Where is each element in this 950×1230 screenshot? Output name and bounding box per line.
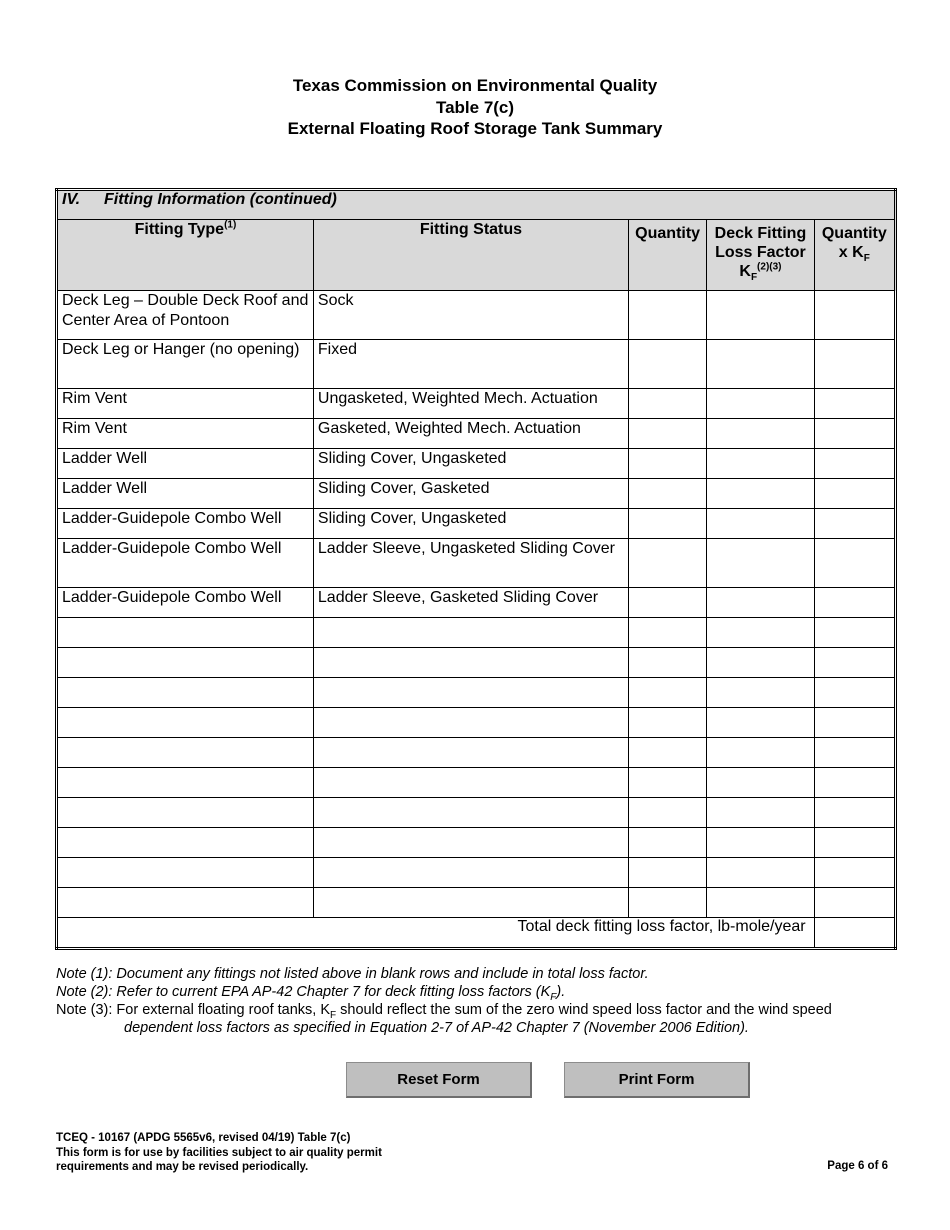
print-form-button[interactable]: Print Form [564,1062,750,1098]
loss-factor-cell[interactable] [707,738,814,768]
fitting-status-cell[interactable] [313,738,628,768]
blank-row [57,618,896,648]
note-3-continued: dependent loss factors as specified in Equation 2-7 of AP-42 Chapter 7 (November 2006 Edition). [124,1020,749,1036]
quantity-cell[interactable] [628,618,706,648]
loss-factor-sub: F [750,272,758,284]
fitting-type-cell[interactable] [57,888,314,918]
col-header-fitting-status: Fitting Status [313,220,628,291]
fitting-type-cell[interactable] [57,738,314,768]
section-heading [57,190,896,220]
form-footer [56,1131,382,1175]
quantity-cell[interactable] [628,678,706,708]
quantity-cell[interactable] [628,738,706,768]
loss-factor-cell[interactable] [707,888,814,918]
table-row [57,449,896,479]
blank-row [57,888,896,918]
qty-kf-cell[interactable] [814,858,895,888]
form-id: TCEQ - 10167 (APDG 5565v6, revised 04/19) Table 7(c) [56,1132,351,1144]
loss-factor-cell[interactable] [707,509,814,539]
qty-kf-cell[interactable] [814,798,895,828]
loss-factor-footnote: (2)(3) [757,261,782,273]
loss-factor-cell[interactable] [707,449,814,479]
section-title: Fitting Information (continued) [104,191,337,208]
quantity-cell[interactable] [628,648,706,678]
blank-row [57,648,896,678]
fitting-type-cell[interactable] [57,708,314,738]
fitting-type-cell[interactable] [57,768,314,798]
fitting-type-cell[interactable] [57,858,314,888]
note-1: Note (1): Document any fittings not listed above in blank rows and include in total loss factor. [56,966,649,982]
qty-kf-cell[interactable] [814,389,895,419]
reset-form-button[interactable]: Reset Form [346,1062,532,1098]
quantity-cell[interactable] [628,768,706,798]
note-3-sub: F [330,1009,337,1021]
quantity-cell[interactable] [628,389,706,419]
quantity-cell[interactable] [628,708,706,738]
fitting-status-cell[interactable] [313,768,628,798]
fitting-type-cell[interactable]: Ladder Well [57,449,314,479]
fitting-status-cell[interactable]: Gasketed, Weighted Mech. Actuation [313,419,628,449]
fitting-type-cell[interactable] [57,648,314,678]
loss-factor-k: K [739,263,751,280]
notes [56,965,916,1037]
total-value-cell[interactable] [814,918,895,949]
loss-factor-cell[interactable] [707,419,814,449]
quantity-cell[interactable] [628,828,706,858]
quantity-cell[interactable] [628,539,706,588]
fitting-type-cell[interactable]: Ladder-Guidepole Combo Well [57,509,314,539]
blank-row [57,798,896,828]
quantity-cell[interactable] [628,449,706,479]
loss-factor-cell[interactable] [707,798,814,828]
loss-factor-cell[interactable] [707,479,814,509]
blank-row [57,708,896,738]
quantity-cell[interactable] [628,419,706,449]
fitting-status-cell[interactable] [313,678,628,708]
fitting-status-cell[interactable] [313,828,628,858]
loss-factor-cell[interactable] [707,708,814,738]
table-row [57,340,896,389]
fitting-type-cell[interactable]: Rim Vent [57,389,314,419]
qty-kf-cell[interactable] [814,449,895,479]
total-row [57,918,896,949]
quantity-cell[interactable] [628,340,706,389]
qty-kf-cell[interactable] [814,419,895,449]
qty-kf-label-2: x K [838,244,864,261]
quantity-cell[interactable] [628,509,706,539]
fitting-status-cell[interactable] [313,888,628,918]
qty-kf-cell[interactable] [814,648,895,678]
fitting-type-cell[interactable] [57,678,314,708]
loss-factor-label-1: Deck Fitting [714,225,807,242]
fitting-status-cell[interactable] [313,648,628,678]
qty-kf-cell[interactable] [814,509,895,539]
section-heading-row [57,190,896,220]
quantity-cell[interactable] [628,479,706,509]
qty-kf-cell[interactable] [814,479,895,509]
table-row [57,539,896,588]
note-3-text: Note (3): For external floating roof tanks, K [56,1002,331,1018]
qty-kf-label-1: Quantity [821,225,887,242]
column-header-row [57,220,896,291]
fitting-status-cell[interactable]: Sliding Cover, Ungasketed [313,449,628,479]
blank-row [57,768,896,798]
col-header-loss-factor [707,220,814,291]
fitting-status-cell[interactable]: Sock [313,291,628,340]
loss-factor-cell[interactable] [707,389,814,419]
loss-factor-cell[interactable] [707,768,814,798]
fitting-information-table [55,188,897,950]
qty-kf-cell[interactable] [814,291,895,340]
blank-row [57,678,896,708]
qty-kf-cell[interactable] [814,618,895,648]
note-2-end: ). [556,984,566,1000]
footer-disclaimer-2: requirements and may be revised periodically. [56,1161,309,1173]
fitting-type-footnote: (1) [224,219,237,231]
quantity-cell[interactable] [628,888,706,918]
table-row [57,291,896,340]
fitting-type-cell[interactable] [57,828,314,858]
col-header-quantity: Quantity [628,220,706,291]
section-number: IV. [62,191,81,208]
fitting-type-label: Fitting Type [134,221,225,238]
blank-row [57,828,896,858]
qty-kf-cell[interactable] [814,678,895,708]
fitting-status-cell[interactable] [313,798,628,828]
fitting-status-cell[interactable] [313,708,628,738]
qty-kf-cell[interactable] [814,708,895,738]
loss-factor-cell[interactable] [707,828,814,858]
col-header-qty-kf [814,220,895,291]
blank-row [57,858,896,888]
table-row [57,389,896,419]
qty-kf-cell[interactable] [814,588,895,618]
fitting-status-cell[interactable]: Ladder Sleeve, Ungasketed Sliding Cover [313,539,628,588]
loss-factor-cell[interactable] [707,588,814,618]
table-row [57,479,896,509]
quantity-cell[interactable] [628,291,706,340]
qty-kf-cell[interactable] [814,340,895,389]
fitting-status-cell[interactable] [313,618,628,648]
agency-name: Texas Commission on Environmental Quality [292,76,658,95]
qty-kf-cell[interactable] [814,539,895,588]
fitting-status-cell[interactable]: Fixed [313,340,628,389]
loss-factor-cell[interactable] [707,648,814,678]
note-2-text: Note (2): Refer to current EPA AP-42 Chapter 7 for deck fitting loss factors (K [56,984,551,1000]
quantity-cell[interactable] [628,588,706,618]
fitting-type-cell[interactable] [57,798,314,828]
fitting-status-cell[interactable] [313,858,628,888]
page-number: Page 6 of 6 [827,1160,888,1172]
qty-kf-sub: F [863,253,870,265]
loss-factor-cell[interactable] [707,291,814,340]
fitting-type-cell[interactable] [57,618,314,648]
note-2-sub: F [550,991,557,1003]
form-title: External Floating Roof Storage Tank Summary [287,119,663,138]
note-2 [56,983,916,1001]
fitting-status-cell[interactable]: Ladder Sleeve, Gasketed Sliding Cover [313,588,628,618]
loss-factor-cell[interactable] [707,340,814,389]
qty-kf-cell[interactable] [814,888,895,918]
footer-disclaimer-1: This form is for use by facilities subject to air quality permit [56,1146,382,1159]
loss-factor-label-2: Loss Factor [715,244,806,261]
qty-kf-cell[interactable] [814,768,895,798]
fitting-status-cell[interactable]: Sliding Cover, Gasketed [313,479,628,509]
table-number: Table 7(c) [435,97,515,117]
loss-factor-cell[interactable] [707,618,814,648]
fitting-status-cell[interactable]: Sliding Cover, Ungasketed [313,509,628,539]
fitting-status-cell[interactable]: Ungasketed, Weighted Mech. Actuation [313,389,628,419]
fitting-table-container [55,188,897,950]
table-row [57,419,896,449]
fitting-type-cell[interactable]: Deck Leg or Hanger (no opening) [57,340,314,389]
loss-factor-cell[interactable] [707,678,814,708]
quantity-cell[interactable] [628,798,706,828]
quantity-cell[interactable] [628,858,706,888]
loss-factor-cell[interactable] [707,539,814,588]
total-label: Total deck fitting loss factor, lb-mole/year [57,918,815,949]
fitting-type-cell[interactable]: Ladder-Guidepole Combo Well [57,588,314,618]
note-3 [56,1001,916,1019]
qty-kf-cell[interactable] [814,738,895,768]
table-row [57,588,896,618]
blank-row [57,738,896,768]
qty-kf-cell[interactable] [814,828,895,858]
fitting-type-cell[interactable]: Ladder Well [57,479,314,509]
note-3-end: should reflect the sum of the zero wind speed loss factor and the wind speed [336,1002,832,1018]
loss-factor-cell[interactable] [707,858,814,888]
table-row [57,509,896,539]
col-header-fitting-type [57,220,314,291]
fitting-type-cell[interactable]: Rim Vent [57,419,314,449]
form-header [0,75,950,140]
fitting-type-cell[interactable]: Deck Leg – Double Deck Roof and Center Area of Pontoon [57,291,314,340]
fitting-type-cell[interactable]: Ladder-Guidepole Combo Well [57,539,314,588]
